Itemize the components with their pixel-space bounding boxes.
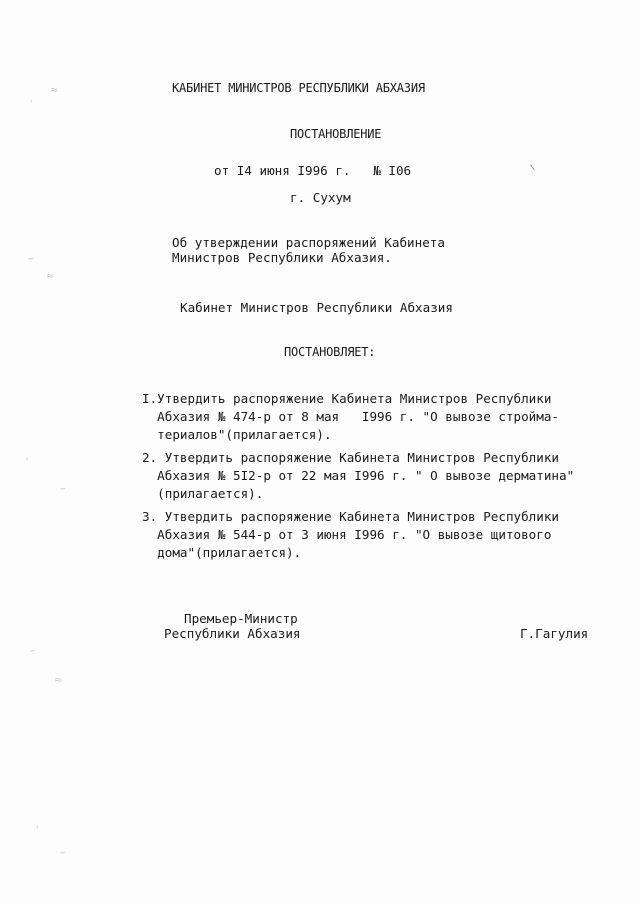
decree-heading: ПОСТАНОВЛЯЕТ: xyxy=(284,345,376,359)
organization-title: КАБИНЕТ МИНИСТРОВ РЕСПУБЛИКИ АБХАЗИЯ xyxy=(172,81,425,95)
item-1-line-1: I.Утвердить распоряжение Кабинета Министров Республики xyxy=(142,391,552,406)
scan-smudge: ‴ xyxy=(30,649,36,660)
scan-smudge: ‴ xyxy=(60,851,66,862)
scan-smudge: ≈ xyxy=(54,675,63,686)
item-3-line-2: Абхазия № 544-р от 3 июня I996 г. "О вывозе щитового xyxy=(142,527,552,542)
item-2-line-2: Абхазия № 5I2-р от 22 мая I996 г. " О вывозе дерматина" xyxy=(142,468,575,483)
scan-smudge: ʿ xyxy=(36,825,40,836)
item-2-line-3: (прилагается). xyxy=(142,486,264,501)
subject-line-1: Об утверждении распоряжений Кабинета xyxy=(172,235,445,250)
signatory-name: Г.Гагулия xyxy=(520,626,589,641)
document-city: г. Сухум xyxy=(290,190,351,205)
item-3-line-3: дома"(прилагается). xyxy=(142,545,302,560)
scan-smudge: ʿ xyxy=(26,457,30,468)
scan-mark xyxy=(530,164,535,170)
document-date-number: от I4 июня I996 г. № I06 xyxy=(214,163,412,178)
scan-smudge: ʿ xyxy=(30,99,34,110)
scan-smudge: ‴ xyxy=(60,487,66,498)
signatory-title-line-1: Премьер-Министр xyxy=(184,611,298,626)
scan-smudge: ‴ xyxy=(28,257,34,268)
issuer-line: Кабинет Министров Республики Абхазия xyxy=(180,300,453,315)
scan-smudge: ≈ xyxy=(46,271,55,282)
item-1-line-3: териалов"(прилагается). xyxy=(142,427,332,442)
document-type: ПОСТАНОВЛЕНИЕ xyxy=(290,127,382,141)
subject-line-2: Министров Республики Абхазия. xyxy=(172,250,392,265)
signatory-title-line-2: Республики Абхазия xyxy=(164,626,301,641)
item-3-line-1: 3. Утвердить распоряжение Кабинета Министров Республики xyxy=(142,509,560,524)
item-1-line-2: Абхазия № 474-р от 8 мая I996 г. "О вывозе стройма- xyxy=(142,409,560,424)
item-2-line-1: 2. Утвердить распоряжение Кабинета Министров Республики xyxy=(142,450,560,465)
scan-smudge: ≈ xyxy=(50,85,59,96)
